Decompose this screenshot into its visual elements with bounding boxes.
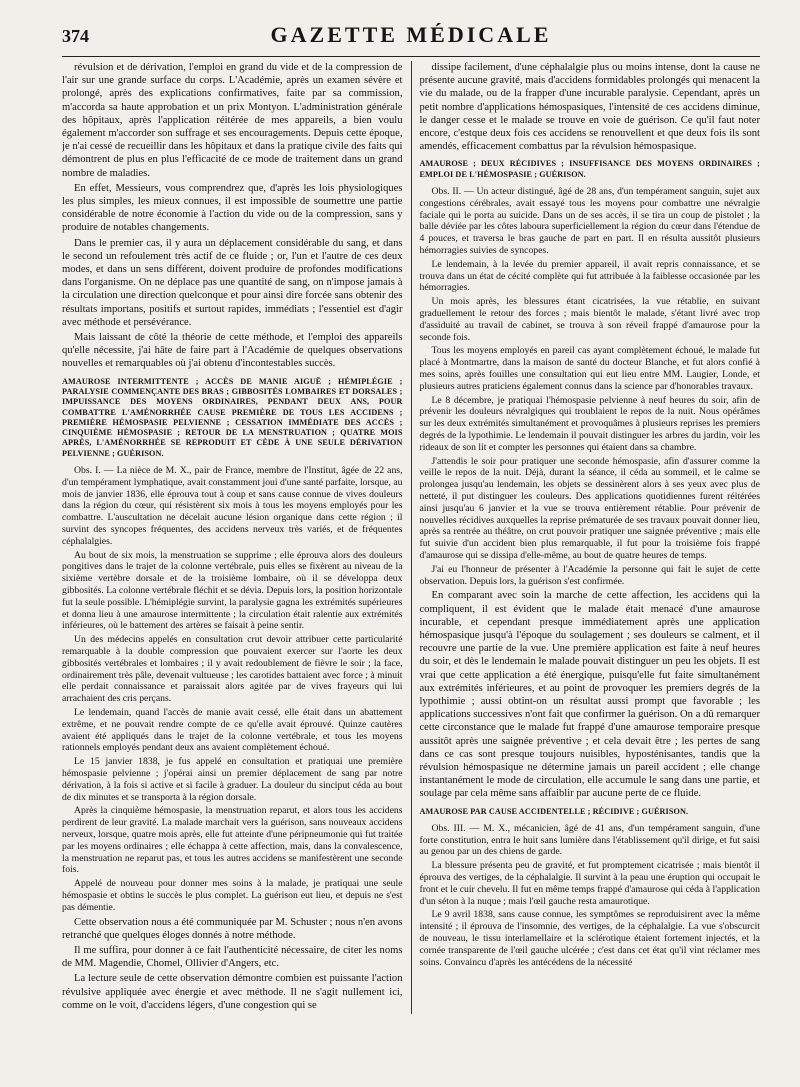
observation-paragraph: Obs. I. — La nièce de M. X., pair de France, membre de l'Institut, âgée de 22 ans, d'un tempérament lymphatique, avait constamment joui d'une santé parfaite, lorsque, au mois de janvier 1836, elle éprouva tout à coup et sans cause connue de vives douleurs dans la région du cœur, qui résistèrent six mois à tous les moyens employés pour les combattre. L'auscultation ne décelait aucune lésion organique dans cette région ; il survint des syncopes fréquentes, des accidens nerveux très variés, et de fréquentes céphalalgies. bbox=[62, 465, 403, 547]
body-paragraph: En effet, Messieurs, vous comprendrez que, d'après les lois physiologiques les plus simples, les mieux connues, il est impossible de soumettre une partie considérable de notre économie à l'action du vide ou de la compression, sans y produire de notables changements. bbox=[62, 182, 403, 234]
observation-paragraph: Le 9 avril 1838, sans cause connue, les symptômes se reproduisirent avec la même intensité ; il éprouva de l'insomnie, des vertiges, de la céphalalgie. La vue s'obscurcit de nouveau, le tissu interlamellaire et la sclérotique étaient fortement injectés, et la cornée transparente de l'œil gauche ulcérée ; c'est dans cet état qu'il vint réclamer mes soins. Convaincu d'après les antécédens de la nécessité bbox=[419, 909, 760, 968]
body-paragraph: dissipe facilement, d'une céphalalgie plus ou moins intense, dont la cause ne présente aucune gravité, mais d'accidens formidables prolongés qui menacent la vie du malade, ou de la frapper d'une incurable paralysie. Cependant, après un petit nombre d'applications hémospasiques, l'intensité de ces accidens diminue, le danger cesse et le malade se trouve en voie de guérison. Ce qu'il faut noter encore, c'estque deux fois ces accidens se renouvellent et que deux fois ils sont amendés, efficacement combattus par la révulsion hémospasique. bbox=[419, 62, 760, 153]
observation-paragraph: Au bout de six mois, la menstruation se supprime ; elle éprouva alors des douleurs pongitives dans le trajet de la colonne vertébrale, puis elles se fixèrent au niveau de la sixième vertèbre dorsale et de la troisième lombaire, où il se développa deux gibbosités. La colonne vertébrale fléchit et se dévia. Depuis lors, la position horizontale fut la seule possible. L'hémiplégie survint, la paralysie gagna les extrémités supérieures et donna lieu à une amaurose intermittente ; la circulation était ralentie aux extrémités inférieures, où le battement des artères se faisait à peine sentir. bbox=[62, 549, 403, 632]
observation-paragraph: Le 15 janvier 1838, je fus appelé en consultation et pratiquai une première hémospasie pelvienne ; j'opérai ainsi un premier déplacement de sang par notre dérivation, à la fois si active et si facile à graduer. La douleur du sinciput céda au bout de dix minutes et se transporta à la région dorsale. bbox=[62, 756, 403, 803]
body-paragraph: En comparant avec soin la marche de cette affection, les accidens qui la compliquent, il est évident que le malade était menacé d'une amaurose incurable, et cependant presque immédiatement après une application hémospasique jusqu'à l'époque du soulagement ; ses douleurs se calment, et il recouvre une partie de la vue. Une première application est faite à neuf heures du soir, et dès le lendemain le malade pouvait distinguer un peu les objets. Il est vrai que cette application a été énergique, puisqu'elle fut faite simultanément aux extrémités inférieures, et au point de provoquer les premiers degrés de la lypothimie ; aussi obtint-on un résultat aussi prompt que favorable ; les applications successives n'ont fait que confirmer la guérison. On a dû remarquer cette circonstance que le malade fut frappé d'une amaurose temporaire presque aussitôt après une saignée préventive ; et cela devait être ; les pertes de sang dans ce cas sont presque toujours nuisibles, hyposténisantes, tandis que la révulsion hémospasique ne détermine jamais un pareil accident ; elle change instantanément le mode de circulation, elle accumule le sang dans une partie, et soulage par cela même sans affaiblir par aucune perte de ce fluide. bbox=[419, 590, 760, 800]
body-paragraph: Mais laissant de côté la théorie de cette méthode, et l'emploi des appareils qu'elle nécessite, j'ai hâte de faire part à l'Académie de quelques observations nouvelles et remarquables où j'ai obtenu d'incontestables succès. bbox=[62, 332, 403, 370]
section-heading: AMAUROSE INTERMITTENTE ; ACCÈS DE MANIE AIGUË ; HÉMIPLÉGIE ; PARALYSIE COMMENÇANTE DES BRAS ; GIBBOSITÉS LOMBAIRES ET DORSALES ; IMPUISSANCE DES MOYENS ORDINAIRES, PENDANT DEUX ANS, POUR COMBATTRE L'AMÉNORRHÉE CAUSE PREMIÈRE DE TOUS LES ACCIDENS ; PREMIÈRE HÉMOSPASIE PELVIENNE ; CESSATION IMMÉDIATE DES ACCÈS ; CINQUIÈME HÉMOSPASIE ; RETOUR DE LA MENSTRUATION ; QUATRE MOIS APRÈS, L'AMÉNORRHÉE SE REPRODUIT ET CÈDE À UNE SEULE DÉRIVATION PELVIENNE ; GUÉRISON. bbox=[62, 376, 403, 458]
observation-paragraph: Tous les moyens employés en pareil cas ayant complètement échoué, le malade fut placé à Montmartre, dans la maison de santé du docteur Blanche, et fut alors confié à mes soins, après fouilles une consultation qui eut lieu entre MM. Laugier, Londe, et plusieurs autres praticiens également connus dans la science par d'honorables travaux. bbox=[419, 345, 760, 392]
journal-title: GAZETTE MÉDICALE bbox=[270, 22, 552, 47]
body-paragraph: révulsion et de dérivation, l'emploi en grand du vide et de la compression de l'air sur une grande surface du corps. L'Académie, après un examen sévère et prolongé, après des explications confirmatives, faite par sa commission, m'accorda sa haute approbation et un prix Montyon. L'administration générale des hôpitaux, après l'application réitérée de mes appareils, a bien voulu également m'accorder son suffrage et ses encouragements. Depuis cette époque, je n'ai cessé de recueillir dans les hôpitaux et dans la pratique civile des faits qui démontrent de plus en plus l'efficacité de ce mode de traitement dans un grand nombre de maladies. bbox=[62, 62, 403, 179]
observation-paragraph: Obs. II. — Un acteur distingué, âgé de 28 ans, d'un tempérament sanguin, sujet aux congestions cérébrales, avait essayé tous les moyens pour combattre une névralgie faciale qui le porta au suicide. Dans un de ses accès, il se tira un coup de pistolet ; la balle déviée par les côtes laboura superficiellement la région du cœur dans l'étendue de 4 pouces, et traversa le bras gauche de part en part. Il en résulta aussitôt plusieurs hémorragies suivies de syncopes. bbox=[419, 186, 760, 256]
observation-paragraph: Le 8 décembre, je pratiquai l'hémospasie pelvienne à neuf heures du soir, afin de prévenir les douleurs névralgiques qui troublaient le repos de la nuit. Nous opérâmes sur les deux extrémités simultanément et provoquâmes à plusieurs reprises les premiers degrés de la lypothimie. Le lendemain il pouvait distinguer les arbres du jardin, voir les rideaux de son lit et compter les personnes qui étaient dans sa chambre. bbox=[419, 394, 760, 453]
body-paragraph: Il me suffira, pour donner à ce fait l'authenticité nécessaire, de citer les noms de MM. Magendie, Chomel, Ollivier d'Angers, etc. bbox=[62, 944, 403, 970]
observation-paragraph: Le lendemain, à la levée du premier appareil, il avait repris connaissance, et se trouva dans un état de cécité complète qui fut attribuée à la faiblesse occasionée par les hémorragies. bbox=[419, 258, 760, 294]
left-column bbox=[62, 61, 403, 1014]
observation-paragraph: Un mois après, les blessures étant cicatrisées, la vue rétablie, en suivant graduellement le retour des forces ; mais bientôt le malade, s'étant livré avec trop d'assiduité au travail de cabinet, se trouva à son réveil frappé d'amaurose pour la seconde fois. bbox=[419, 296, 760, 343]
right-column bbox=[419, 61, 760, 1014]
observation-paragraph: Obs. III. — M. X., mécanicien, âgé de 41 ans, d'un tempérament sanguin, d'une forte constitution, entra le huit sans lumière dans l'établissement qu'il dirige, et fut saisi au genou par un des chiens de garde. bbox=[419, 822, 760, 858]
section-heading: AMAUROSE PAR CAUSE ACCIDENTELLE ; RÉCIDIVE ; GUÉRISON. bbox=[419, 806, 689, 816]
observation-paragraph: Un des médecins appelés en consultation crut devoir attribuer cette particularité remarquable à la double compression que pouvaient exercer sur l'aorte les deux gibbosités vertébrales et lombaires ; il y avait redoublement de fièvre le soir ; la face, ordinairement très pâle, devenait vultueuse ; les carotides battaient avec force ; à minuit elle perdait connaissance et paraissait alors agitée par de vives frayeurs qui lui arrachaient des cris perçans. bbox=[62, 634, 403, 705]
observation-paragraph: Le lendemain, quand l'accès de manie avait cessé, elle était dans un abattement extrême, et ne pouvait rendre compte de ce qu'elle avait éprouvé. Quinze cautères avaient été appliqués dans le trajet de la colonne vertébrale, et tous les moyens rationnels employés pendant deux ans avaient complètement échoué. bbox=[62, 706, 403, 754]
body-paragraph: Dans le premier cas, il y aura un déplacement considérable du sang, et dans le second un refoulement très actif de ce fluide ; or, l'un et l'autre de ces deux modes, et dans un sens différent, doivent produire de profondes modifications dans l'organisme. On ne déplace pas une quantité de sang, on n'impose jamais à la circulation une direction quelconque et pour ainsi dire forcée sans obtenir des résultats importans, positifs et surtout rapides, immédiats ; l'essentiel est d'agir avec méthode et persévérance. bbox=[62, 237, 403, 328]
observation-paragraph: Appelé de nouveau pour donner mes soins à la malade, je pratiquai une seule hémospasie et obtins le succès le plus complet. La guérison eut lieu, et depuis ne s'est pas démentie. bbox=[62, 878, 403, 913]
observation-paragraph: La blessure présenta peu de gravité, et fut promptement cicatrisée ; mais bientôt il éprouva des vertiges, de la céphalalgie. Il survint à la peau une éruption qui occupait le front et le cuir chevelu. Il fut en même temps frappé d'amaurose qui céda à l'application d'un séton à la nuque ; mais l'œil gauche resta amaurotique. bbox=[419, 860, 760, 907]
section-heading: AMAUROSE ; DEUX RÉCIDIVES ; INSUFFISANCE DES MOYENS ORDINAIRES ; EMPLOI DE L'HÉMOSPASIE ; GUÉRISON. bbox=[419, 159, 760, 179]
page-header bbox=[62, 22, 760, 57]
body-paragraph: La lecture seule de cette observation démontre combien est puissante l'action révulsive appliquée avec énergie et avec méthode. Il ne s'agit nullement ici, comme on le voit, d'accidens légers, d'une congestion qui se bbox=[62, 973, 403, 1011]
page-number: 374 bbox=[62, 26, 89, 46]
text-columns bbox=[62, 61, 760, 1014]
observation-paragraph: J'ai eu l'honneur de présenter à l'Académie la personne qui fait le sujet de cette observation. Depuis lors, la guérison s'est confirmée. bbox=[419, 563, 760, 587]
observation-paragraph: J'attendis le soir pour pratiquer une seconde hémospasie, afin d'assurer comme la veille le repos de la nuit. Déjà, durant la séance, il céda au sommeil, et le calme se prolongea jusqu'au lendemain, les objets se dessinèrent alors à ses yeux avec plus de netteté, il put distinguer les couleurs. Des applications quotidiennes furent réitérées ainsi jusqu'au 6 janvier et la vue se trouva entièrement rétablie. Pour prévenir de nouvelles récidives auxquelles la reprise prématurée de ses travaux pouvait donner lieu, après sa rentrée au théâtre, on crut pouvoir pratiquer une saignée préventive ; mais elle fut suivie d'un accident bien plus remarquable, il fut pour la troisième fois frappé d'amaurose qui se dissipa d'elle-même, au bout de quatre heures de temps. bbox=[419, 455, 760, 561]
column-divider bbox=[411, 61, 412, 1014]
observation-paragraph: Après la cinquième hémospasie, la menstruation reparut, et alors tous les accidens perdirent de leur gravité. La malade marchait vers la guérison, sans nouveaux accidens nerveux, lorsque, quatre mois après, elle fut atteinte d'une péripneumonie qui fut traitée par les moyens ordinaires ; elle échappa à cette affection, mais, dans la convalescence, la menstruation ne reparut pas, et tous les autres accidens se manifestèrent une seconde fois. bbox=[62, 805, 403, 876]
body-paragraph: Cette observation nous a été communiquée par M. Schuster ; nous n'en avons retranché que quelques éloges donnés à notre méthode. bbox=[62, 916, 403, 941]
